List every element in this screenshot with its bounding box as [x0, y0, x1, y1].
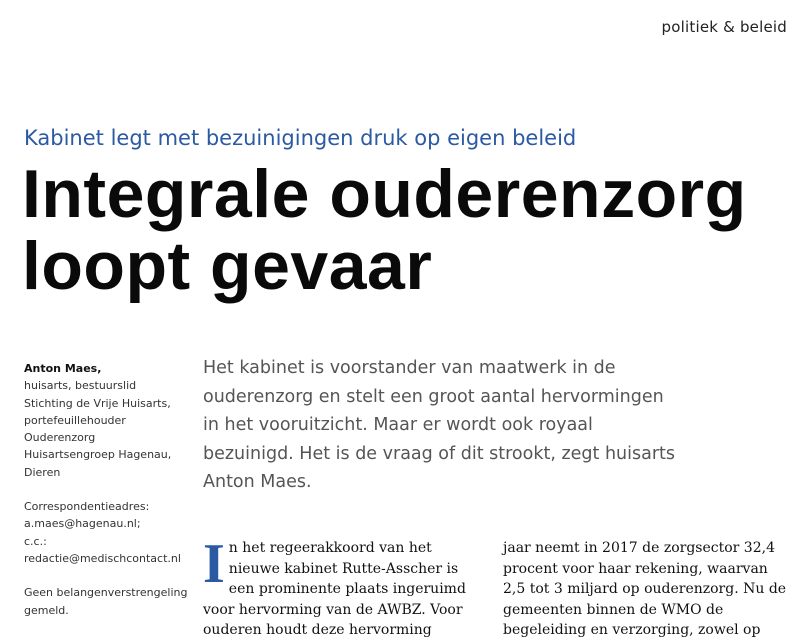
author-bio-line: portefeuillehouder Ouderenzorg — [24, 413, 126, 445]
disclosure-line: Geen belangenverstrengeling — [24, 586, 188, 600]
headline-line-1: Integrale ouderenzorg — [22, 156, 747, 232]
author-sidebar — [24, 360, 194, 619]
author-bio-line: Stichting de Vrije Huisarts, — [24, 396, 171, 410]
disclosure-line: gemeld. — [24, 603, 69, 617]
drop-cap: I — [203, 533, 225, 595]
section-label: politiek & beleid — [661, 18, 787, 36]
article-lead: Het kabinet is voorstander van maatwerk in de ouderenzorg en stelt een groot aantal hervormingen in het vooruitzicht. Maar er wordt ook royaal bezuinigd. Het is de vraag of dit strookt, zegt huisarts Anton Maes. — [203, 358, 676, 492]
headline-line-2: loopt gevaar — [22, 228, 433, 304]
correspondence-label: Correspondentieadres: — [24, 500, 150, 514]
body-text-col2: jaar neemt in 2017 de zorgsector 32,4 procent voor haar rekening, waarvan 2,5 tot 3 miljard op ouderenzorg. Nu de gemeenten binnen de WMO de begeleiding en verzorging, zowel op — [503, 540, 787, 638]
body-column-2 — [503, 538, 787, 641]
author-bio-line: huisarts, bestuurslid — [24, 379, 137, 393]
body-text-col1: n het regeerakkoord van het nieuwe kabinet Rutte-Asscher is een prominente plaats ingeruimd voor hervorming van de AWBZ. Voor ouderen houdt deze hervorming — [203, 540, 466, 638]
author-bio-line: Dieren — [24, 465, 61, 479]
article-headline — [22, 158, 811, 302]
author-name: Anton Maes, — [24, 362, 102, 375]
author-bio-line: Huisartsengroep Hagenau, — [24, 448, 172, 462]
correspondence-email: a.maes@hagenau.nl; — [24, 517, 141, 531]
cc-email: c.c.: redactie@medischcontact.nl — [24, 534, 181, 565]
article-kicker: Kabinet legt met bezuinigingen druk op eigen beleid — [24, 126, 577, 150]
body-column-1 — [203, 533, 487, 641]
